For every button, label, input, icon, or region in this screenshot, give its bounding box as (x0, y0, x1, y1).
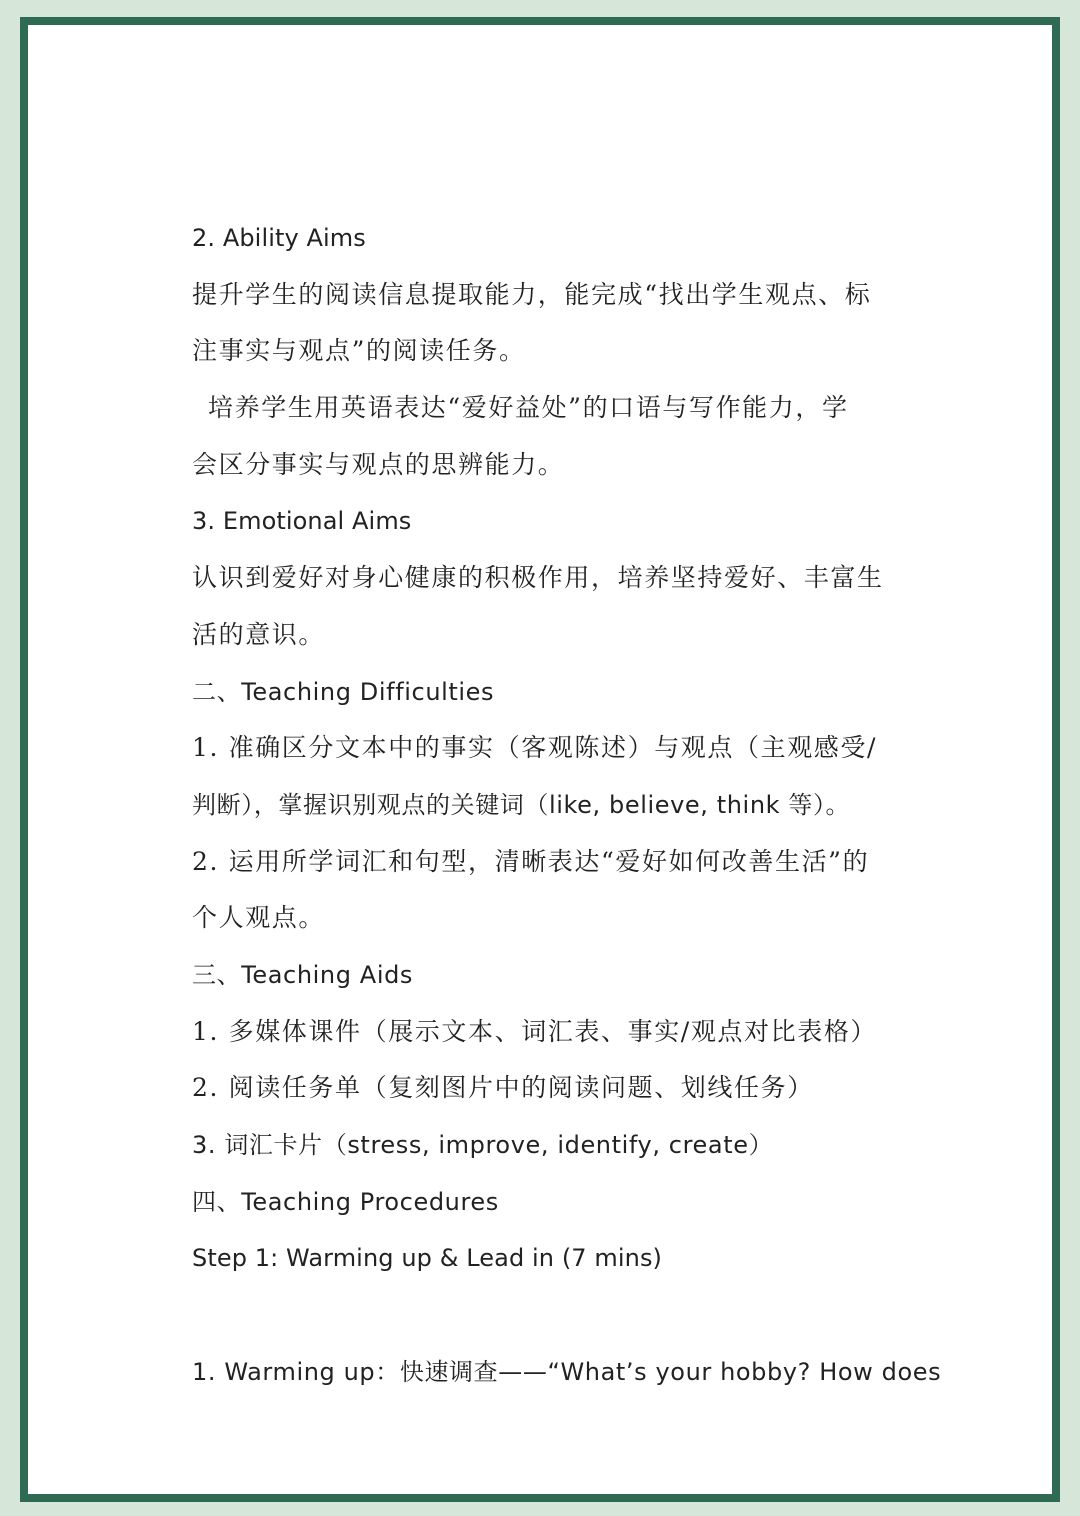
section-heading-teaching-difficulties: 二、Teaching Difficulties (192, 677, 495, 706)
list-item-line: 1. 多媒体课件（展示文本、词汇表、事实/观点对比表格） (192, 1016, 878, 1046)
document-body (192, 217, 952, 1407)
paragraph-line: 认识到爱好对身心健康的积极作用，培养坚持爱好、丰富生 (192, 563, 884, 593)
section-heading-ability-aims: 2. Ability Aims (192, 224, 366, 252)
paragraph-line: 培养学生用英语表达“爱好益处”的口语与写作能力，学 (208, 393, 849, 423)
section-heading-teaching-aids: 三、Teaching Aids (192, 960, 414, 989)
step-heading: Step 1: Warming up & Lead in (7 mins) (192, 1244, 663, 1273)
paragraph-line: 提升学生的阅读信息提取能力，能完成“找出学生观点、标 (192, 279, 872, 309)
section-heading-teaching-procedures: 四、Teaching Procedures (192, 1187, 499, 1216)
list-item-line: 1. Warming up：快速调查——“What’s your hobby? How does (192, 1357, 942, 1386)
list-item-line: 2. 阅读任务单（复刻图片中的阅读问题、划线任务） (192, 1073, 814, 1103)
paragraph-line: 活的意识。 (192, 619, 326, 649)
list-item-line: 2. 运用所学词汇和句型，清晰表达“爱好如何改善生活”的 (192, 846, 870, 876)
list-item-line: 判断），掌握识别观点的关键词（like, believe, think 等）。 (192, 790, 851, 819)
section-heading-emotional-aims: 3. Emotional Aims (192, 507, 412, 536)
paragraph-line: 注事实与观点”的阅读任务。 (192, 336, 526, 366)
paragraph-line: 会区分事实与观点的思辨能力。 (192, 449, 565, 479)
blank-line (192, 1294, 952, 1351)
list-item-line: 1. 准确区分文本中的事实（客观陈述）与观点（主观感受/ (192, 733, 878, 763)
list-item-line: 个人观点。 (192, 903, 326, 933)
list-item-line: 3. 词汇卡片（stress, improve, identify, create） (192, 1131, 774, 1159)
page-frame (20, 17, 1060, 1502)
